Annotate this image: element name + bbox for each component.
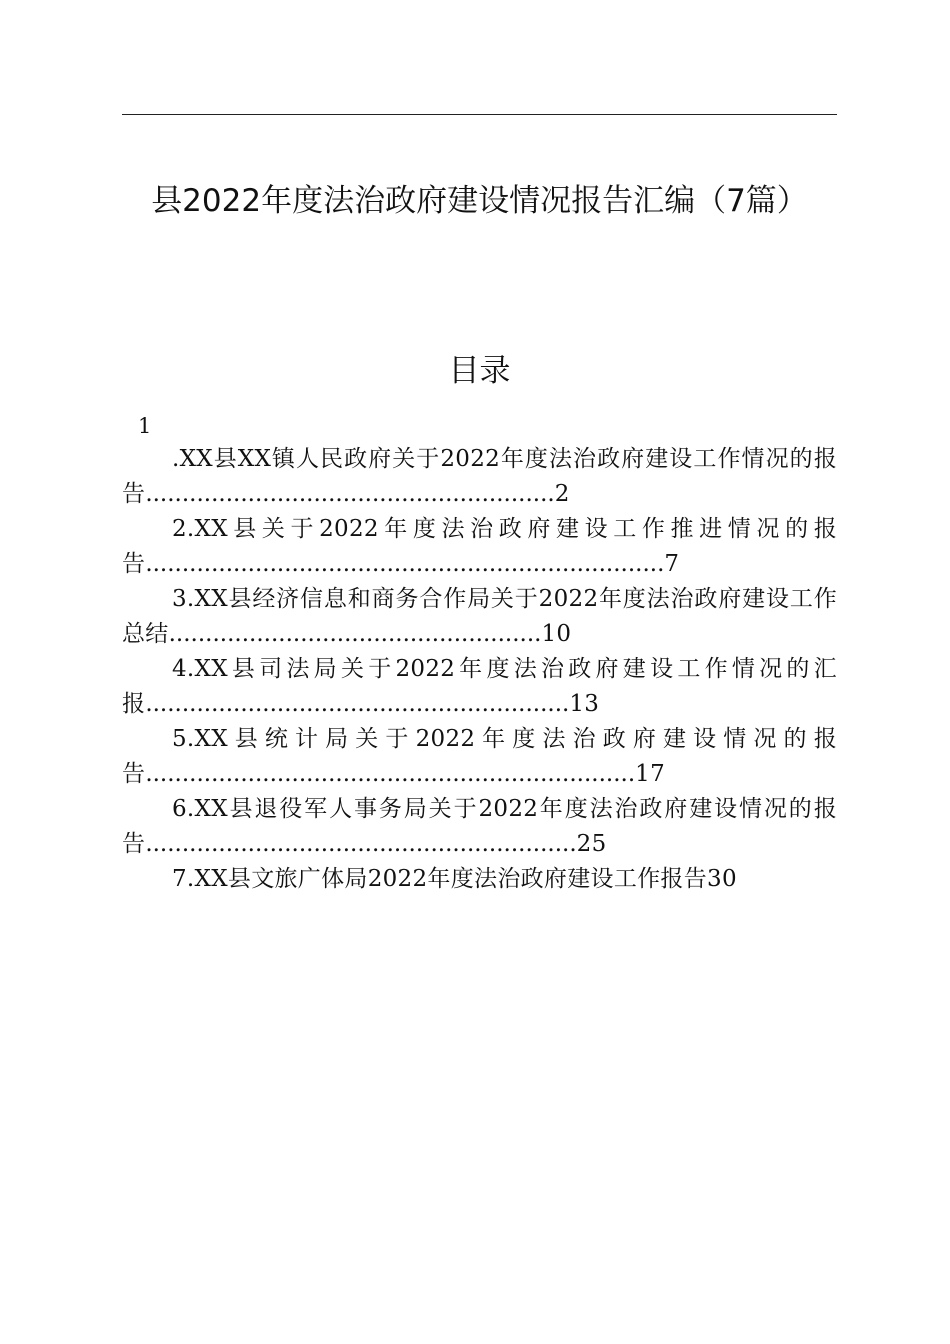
toc-entry-1[interactable]: [122, 442, 837, 512]
toc-entry-title: 2.XX县关于2022年度法治政府建设工作推进情况的报告: [122, 516, 837, 577]
toc-list-marker: 1: [138, 414, 152, 438]
toc-entry-leader: ...................................................: [168, 621, 542, 647]
toc-entry-leader: ........................................................: [145, 481, 555, 507]
toc-entry-title: 5.XX县统计局关于2022年度法治政府建设情况的报告: [122, 726, 837, 787]
toc-entry-leader: ...................................................................: [145, 761, 636, 787]
toc-entry-page: 7: [664, 551, 680, 577]
toc-list: [122, 442, 837, 897]
toc-entry-leader: ...........................................................: [145, 831, 577, 857]
toc-entry-2[interactable]: [122, 512, 837, 582]
toc-entry-title: .XX县XX镇人民政府关于2022年度法治政府建设工作情况的报告: [122, 446, 837, 507]
toc-entry-title: 7.XX县文旅广体局2022年度法治政府建设工作报告: [172, 866, 708, 892]
toc-entry-page: 17: [635, 761, 666, 787]
toc-entry-6[interactable]: [122, 792, 837, 862]
toc-entry-title: 4.XX县司法局关于2022年度法治政府建设工作情况的汇报: [122, 656, 837, 717]
toc-entry-leader: ..........................................................: [145, 691, 570, 717]
toc-entry-title: 6.XX县退役军人事务局关于2022年度法治政府建设情况的报告: [122, 796, 837, 857]
toc-heading: 目录: [448, 353, 511, 389]
toc-entry-title: 3.XX县经济信息和商务合作局关于2022年度法治政府建设工作总结: [122, 586, 837, 647]
toc-entry-7[interactable]: [122, 862, 837, 897]
toc-entry-page: 10: [541, 621, 572, 647]
header-rule: [122, 114, 837, 115]
toc-entry-page: 13: [569, 691, 600, 717]
document-title: 县2022年度法治政府建设情况报告汇编（7篇）: [151, 183, 808, 219]
toc-entry-leader: .......................................................................: [145, 551, 665, 577]
toc-entry-page: 30: [707, 866, 737, 892]
toc-entry-page: 2: [554, 481, 570, 507]
toc-entry-4[interactable]: [122, 652, 837, 722]
toc-entry-page: 25: [576, 831, 607, 857]
toc-entry-3[interactable]: [122, 582, 837, 652]
toc-entry-5[interactable]: [122, 722, 837, 792]
